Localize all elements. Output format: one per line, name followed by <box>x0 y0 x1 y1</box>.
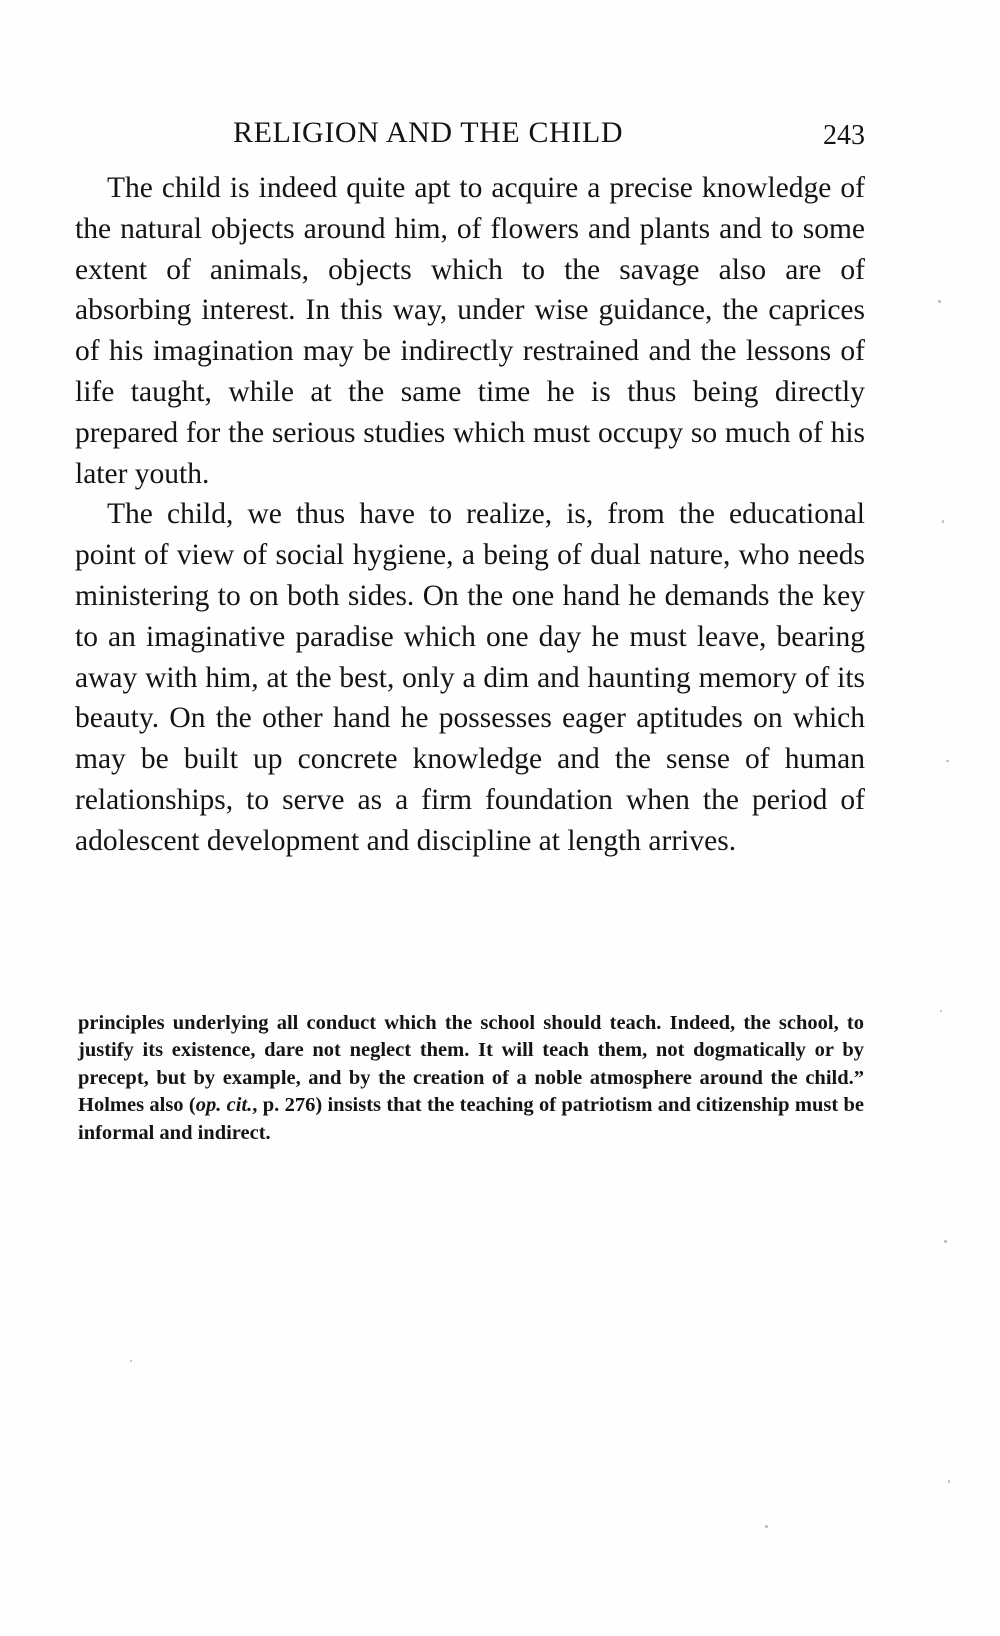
paragraph: The child is indeed quite apt to acquire a precise knowledge of the natural objects around him, of flowers and plants and to some extent of animals, objects which to the savage also are of absorbing interest. In this way, under wise guidance, the caprices of his imagination may be indirectly restrained and the lessons of life taught, while at the same time he is thus being directly prepared for the serious studies which must occupy so much of his later youth. <box>75 172 865 490</box>
running-title: RELIGION AND THE CHILD <box>233 116 624 149</box>
running-head <box>75 112 865 156</box>
footnote-citation: op. cit. <box>195 1094 253 1117</box>
scan-speck <box>944 1240 947 1243</box>
footnote-text: principles underlying all conduct which the school should teach. Indeed, the school, to justify its existence, dare not neglect them. It will teach them, not dogmatically or by precept, but by example, and by the creation of a noble atmosphere around the child.” Holmes also ( <box>78 1012 864 1117</box>
page-number: 243 <box>823 120 865 151</box>
scan-speck <box>940 1010 942 1012</box>
main-text <box>75 168 865 862</box>
footnote-text: , p. 276) insists that the teaching of patriotism and citizenship must be informal and indirect. <box>78 1094 865 1144</box>
scan-speck <box>942 520 944 523</box>
scan-speck <box>948 1480 950 1483</box>
footnote <box>78 1010 864 1147</box>
scan-speck <box>946 760 949 762</box>
scan-speck <box>765 1525 768 1528</box>
scan-speck <box>130 1360 132 1362</box>
scan-speck <box>938 300 941 303</box>
paragraph: The child, we thus have to realize, is, from the educational point of view of social hygiene, a being of dual nature, who needs ministering to on both sides. On the one hand he demands the key to an imaginative paradise which one day he must leave, bearing away with him, at the best, only a dim and haunting memory of its beauty. On the other hand he possesses eager aptitudes on which may be built up concrete knowledge and the sense of human relationships, to serve as a firm foundation when the period of adolescent development and discipline at length arrives. <box>75 498 865 857</box>
